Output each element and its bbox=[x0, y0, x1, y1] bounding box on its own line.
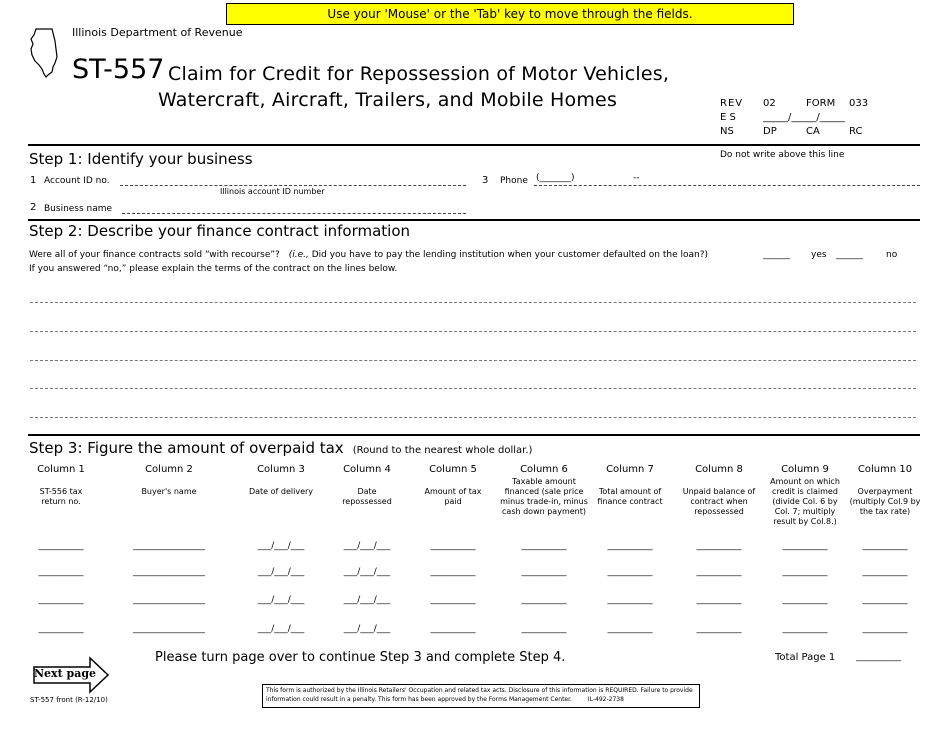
phone-dash: -- bbox=[633, 173, 640, 183]
row-1-column-8-field[interactable]: __________ bbox=[696, 541, 742, 551]
row-3-column-2-field[interactable]: ________________ bbox=[133, 595, 205, 605]
row-4-column-3-field[interactable]: ___/___/___ bbox=[257, 624, 305, 634]
row-4-column-1-field[interactable]: __________ bbox=[38, 624, 84, 634]
row-4-column-6-field[interactable]: __________ bbox=[521, 624, 567, 634]
column-1-description: ST-556 tax return no. bbox=[39, 487, 83, 506]
row-1-column-7-field[interactable]: __________ bbox=[607, 541, 653, 551]
column-8-description: Unpaid balance of contract when repossessed bbox=[682, 487, 756, 516]
row-2-column-4-field[interactable]: ___/___/___ bbox=[343, 567, 391, 577]
row-4-column-7-field[interactable]: __________ bbox=[607, 624, 653, 634]
form-id: IL-492-2738 bbox=[587, 696, 624, 703]
column-3-heading: Column 3 bbox=[257, 464, 305, 475]
phone-field[interactable] bbox=[534, 175, 920, 186]
account-sublabel: Illinois account ID number bbox=[220, 187, 325, 196]
column-7-description: Total amount of finance contract bbox=[597, 487, 663, 506]
column-6-heading: Column 6 bbox=[520, 464, 568, 475]
office-es-field[interactable]: _____/_____/_____ bbox=[763, 112, 845, 123]
question-part-b: Did you have to pay the lending institution when your customer defaulted on the loan?) bbox=[311, 250, 708, 260]
row-4-column-10-field[interactable]: __________ bbox=[862, 624, 908, 634]
explain-text: If you answered “no,” please explain the terms of the contract on the lines below. bbox=[29, 264, 398, 274]
row-1-column-3-field[interactable]: ___/___/___ bbox=[257, 541, 305, 551]
row-3-column-9-field[interactable]: __________ bbox=[782, 595, 828, 605]
next-page-button[interactable] bbox=[32, 656, 110, 694]
form-title-line1: Claim for Credit for Repossession of Motor Vehicles, bbox=[168, 63, 670, 85]
row-3-column-1-field[interactable]: __________ bbox=[38, 595, 84, 605]
row-4-column-9-field[interactable]: __________ bbox=[782, 624, 828, 634]
column-8-heading: Column 8 bbox=[695, 464, 743, 475]
column-1-heading: Column 1 bbox=[37, 464, 85, 475]
column-3-description: Date of delivery bbox=[248, 487, 314, 496]
row-2-column-6-field[interactable]: __________ bbox=[521, 567, 567, 577]
divider-step2 bbox=[28, 219, 920, 221]
row-1-column-5-field[interactable]: __________ bbox=[430, 541, 476, 551]
row-2-column-5-field[interactable]: __________ bbox=[430, 567, 476, 577]
column-6-description: Taxable amount financed (sale price minus trade-in, minus cash down payment) bbox=[500, 477, 588, 516]
row-2-column-3-field[interactable]: ___/___/___ bbox=[257, 567, 305, 577]
continue-text: Please turn page over to continue Step 3 and complete Step 4. bbox=[155, 650, 566, 665]
row-2-column-8-field[interactable]: __________ bbox=[696, 567, 742, 577]
explain-line-4[interactable] bbox=[30, 387, 916, 389]
row-2-column-7-field[interactable]: __________ bbox=[607, 567, 653, 577]
yes-blank[interactable]: ______ bbox=[763, 250, 790, 260]
office-es: E S bbox=[720, 112, 736, 123]
row-1-column-1-field[interactable]: __________ bbox=[38, 541, 84, 551]
row-2-column-1-field[interactable]: __________ bbox=[38, 567, 84, 577]
row-3-column-10-field[interactable]: __________ bbox=[862, 595, 908, 605]
column-5-heading: Column 5 bbox=[429, 464, 477, 475]
total-field[interactable]: __________ bbox=[856, 652, 901, 662]
column-9-heading: Column 9 bbox=[781, 464, 829, 475]
office-rev: REV bbox=[720, 98, 744, 109]
form-number: ST-557 bbox=[72, 54, 165, 85]
business-name-field[interactable] bbox=[122, 203, 466, 214]
yes-label: yes bbox=[811, 250, 827, 260]
office-form: FORM bbox=[806, 98, 836, 109]
column-9-description: Amount on which credit is claimed (divide Col. 6 by Col. 7; multiply result by Col.8.) bbox=[770, 477, 840, 526]
phone-label: Phone bbox=[500, 176, 528, 186]
row-3-column-7-field[interactable]: __________ bbox=[607, 595, 653, 605]
question-part-a: Were all of your finance contracts sold “with recourse”? bbox=[29, 250, 280, 260]
row-3-column-3-field[interactable]: ___/___/___ bbox=[257, 595, 305, 605]
row-1-column-9-field[interactable]: __________ bbox=[782, 541, 828, 551]
next-page-label: Next page bbox=[34, 667, 97, 680]
step3-heading-row bbox=[29, 438, 532, 457]
business-label: Business name bbox=[44, 204, 113, 214]
step1-heading: Step 1: Identify your business bbox=[29, 150, 253, 168]
row-1-column-4-field[interactable]: ___/___/___ bbox=[343, 541, 391, 551]
phone-area: (_______) bbox=[536, 173, 575, 183]
row-4-column-2-field[interactable]: ________________ bbox=[133, 624, 205, 634]
explain-line-3[interactable] bbox=[30, 359, 916, 361]
row-2-column-10-field[interactable]: __________ bbox=[862, 567, 908, 577]
explain-line-2[interactable] bbox=[30, 330, 916, 332]
row-1-column-6-field[interactable]: __________ bbox=[521, 541, 567, 551]
account-num: 1 bbox=[30, 175, 37, 186]
no-blank[interactable]: ______ bbox=[836, 250, 863, 260]
recourse-question bbox=[29, 250, 708, 260]
divider-step3 bbox=[28, 434, 920, 436]
footer-code: ST-557 front (R-12/10) bbox=[30, 696, 108, 704]
phone-num: 3 bbox=[482, 175, 489, 186]
disclaimer-text: This form is authorized by the Illinois Retailers' Occupation and related tax acts. Disclosure of this information is REQUIRED. Failure to provide information could result in a penalty. This form has been approved by the Forms Management Center. bbox=[266, 687, 693, 703]
explain-line-1[interactable] bbox=[30, 301, 916, 303]
office-rc: RC bbox=[849, 126, 863, 137]
disclaimer-box bbox=[262, 684, 700, 708]
row-3-column-4-field[interactable]: ___/___/___ bbox=[343, 595, 391, 605]
office-ns: NS bbox=[720, 126, 734, 137]
row-2-column-9-field[interactable]: __________ bbox=[782, 567, 828, 577]
banner-text: Use your 'Mouse' or the 'Tab' key to move through the fields. bbox=[327, 7, 693, 21]
account-id-field[interactable] bbox=[120, 175, 466, 186]
row-3-column-6-field[interactable]: __________ bbox=[521, 595, 567, 605]
step3-note: (Round to the nearest whole dollar.) bbox=[352, 445, 533, 456]
divider-step1 bbox=[28, 144, 920, 146]
business-num: 2 bbox=[30, 202, 37, 213]
office-033: 033 bbox=[849, 98, 869, 109]
row-1-column-2-field[interactable]: ________________ bbox=[133, 541, 205, 551]
office-note: Do not write above this line bbox=[720, 150, 845, 160]
explain-line-5[interactable] bbox=[30, 416, 916, 418]
form-title-line2: Watercraft, Aircraft, Trailers, and Mobile Homes bbox=[158, 89, 618, 111]
office-ca: CA bbox=[806, 126, 820, 137]
row-1-column-10-field[interactable]: __________ bbox=[862, 541, 908, 551]
row-4-column-8-field[interactable]: __________ bbox=[696, 624, 742, 634]
no-label: no bbox=[886, 250, 898, 260]
column-10-description: Overpayment (multiply Col.9 by the tax rate) bbox=[849, 487, 921, 516]
agency-name: Illinois Department of Revenue bbox=[72, 26, 243, 39]
total-label: Total Page 1 bbox=[775, 652, 836, 663]
row-2-column-2-field[interactable]: ________________ bbox=[133, 567, 205, 577]
account-label: Account ID no. bbox=[44, 176, 110, 186]
row-4-column-4-field[interactable]: ___/___/___ bbox=[343, 624, 391, 634]
office-02: 02 bbox=[763, 98, 776, 109]
row-3-column-8-field[interactable]: __________ bbox=[696, 595, 742, 605]
column-4-description: Date repossessed bbox=[342, 487, 392, 506]
row-4-column-5-field[interactable]: __________ bbox=[430, 624, 476, 634]
column-10-heading: Column 10 bbox=[857, 464, 913, 475]
step2-heading: Step 2: Describe your finance contract information bbox=[29, 222, 411, 240]
instruction-banner bbox=[226, 3, 794, 25]
column-5-description: Amount of tax paid bbox=[424, 487, 482, 506]
step3-heading: Step 3: Figure the amount of overpaid tax bbox=[29, 439, 344, 457]
question-ie: (i.e., bbox=[288, 250, 309, 260]
row-3-column-5-field[interactable]: __________ bbox=[430, 595, 476, 605]
illinois-map-icon bbox=[28, 27, 62, 79]
column-2-heading: Column 2 bbox=[145, 464, 193, 475]
column-7-heading: Column 7 bbox=[606, 464, 654, 475]
office-dp: DP bbox=[763, 126, 777, 137]
column-4-heading: Column 4 bbox=[343, 464, 391, 475]
column-2-description: Buyer's name bbox=[141, 487, 197, 496]
